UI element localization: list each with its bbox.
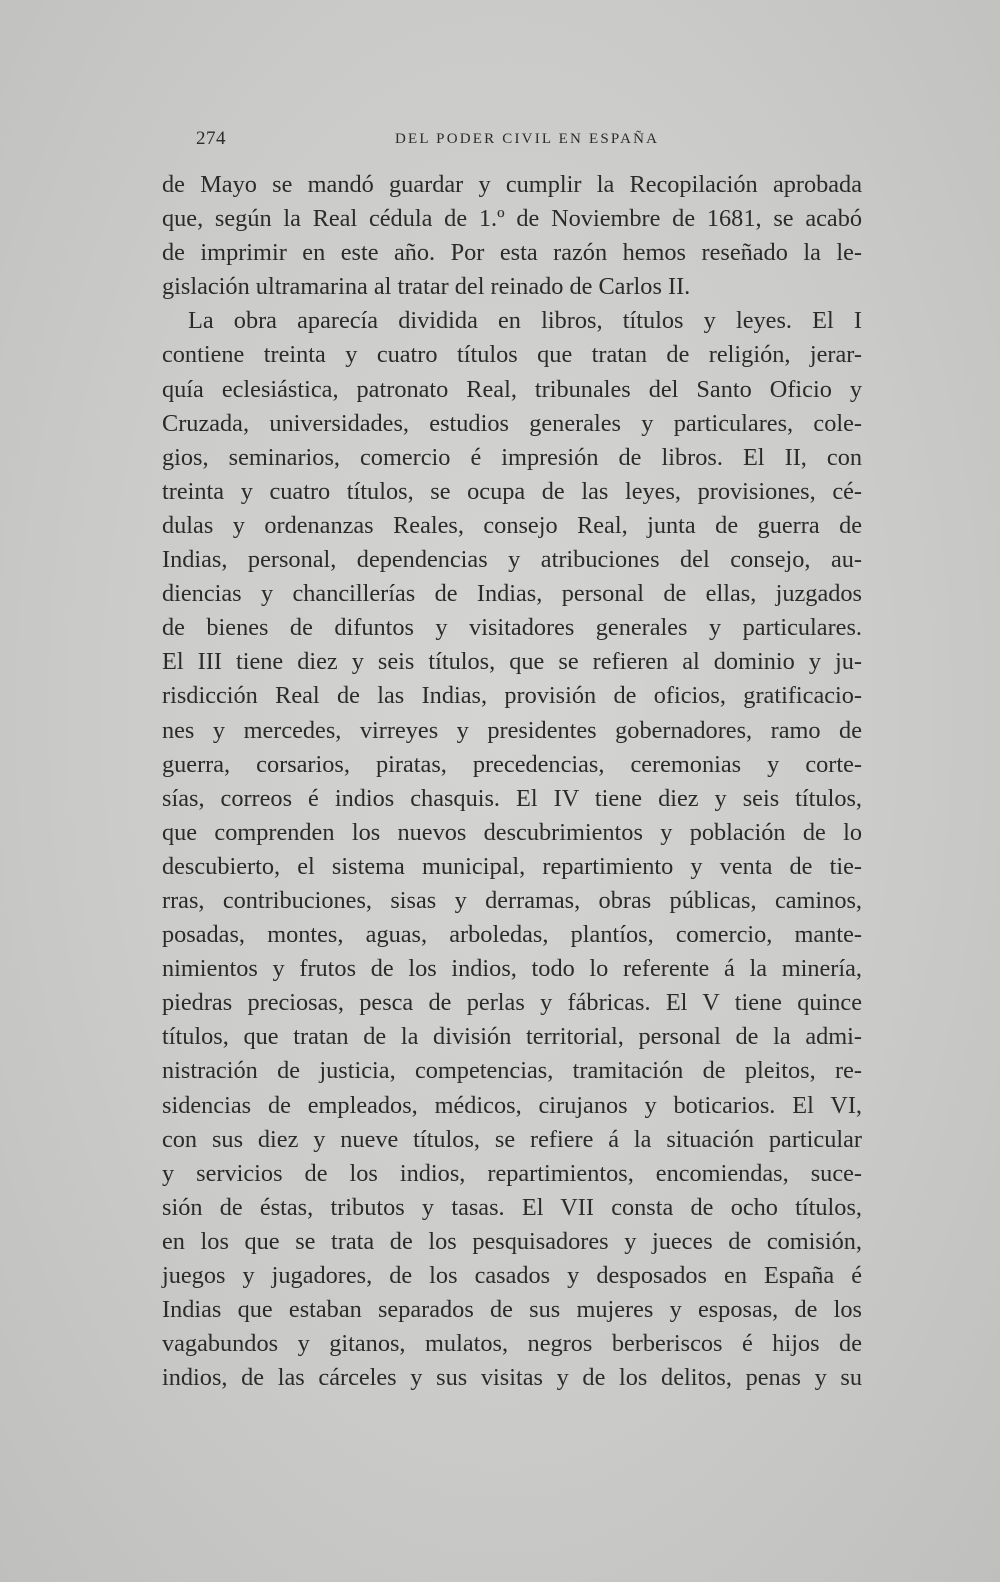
text-line: de bienes de difuntos y visitadores generales y particulares. bbox=[162, 614, 862, 642]
text-line: sidencias de empleados, médicos, cirujanos y boticarios. El VI, bbox=[162, 1091, 862, 1119]
text-line: quía eclesiástica, patronato Real, tribunales del Santo Oficio y bbox=[162, 375, 862, 403]
text-line: Indias que estaban separados de sus mujeres y esposas, de los bbox=[162, 1296, 862, 1324]
text-line: dulas y ordenanzas Reales, consejo Real, junta de guerra de bbox=[162, 511, 862, 539]
text-line: piedras preciosas, pesca de perlas y fábricas. El V tiene quince bbox=[162, 989, 862, 1017]
text-line: treinta y cuatro títulos, se ocupa de las leyes, provisiones, cé- bbox=[162, 477, 862, 505]
running-head: DEL PODER CIVIL EN ESPAÑA bbox=[395, 131, 660, 147]
page-number: 274 bbox=[196, 128, 226, 149]
text-line: de Mayo se mandó guardar y cumplir la Recopilación aprobada bbox=[162, 171, 862, 198]
text-line: en los que se trata de los pesquisadores y jueces de comisión, bbox=[162, 1227, 862, 1255]
text-line: La obra aparecía dividida en libros, títulos y leyes. El I bbox=[188, 307, 862, 335]
text-line: vagabundos y gitanos, mulatos, negros berberiscos é hijos de bbox=[162, 1330, 862, 1358]
text-line: y servicios de los indios, repartimientos, encomiendas, suce- bbox=[162, 1159, 862, 1187]
text-line: que, según la Real cédula de 1.º de Noviembre de 1681, se acabó bbox=[162, 205, 862, 233]
text-line: que comprenden los nuevos descubrimientos y población de lo bbox=[162, 818, 862, 846]
text-line: risdicción Real de las Indias, provisión de oficios, gratificacio- bbox=[162, 682, 862, 710]
text-line: diencias y chancillerías de Indias, personal de ellas, juzgados bbox=[162, 580, 862, 608]
text-line: sión de éstas, tributos y tasas. El VII consta de ocho títulos, bbox=[162, 1193, 862, 1221]
text-line: contiene treinta y cuatro títulos que tratan de religión, jerar- bbox=[162, 341, 862, 369]
page-header bbox=[0, 128, 1000, 158]
text-line: rras, contribuciones, sisas y derramas, obras públicas, caminos, bbox=[162, 886, 862, 914]
text-line: sías, correos é indios chasquis. El IV tiene diez y seis títulos, bbox=[162, 784, 862, 812]
text-line: indios, de las cárceles y sus visitas y de los delitos, penas y su bbox=[162, 1364, 862, 1392]
text-line: gios, seminarios, comercio é impresión de libros. El II, con bbox=[162, 443, 862, 471]
text-line: Indias, personal, dependencias y atribuciones del consejo, au- bbox=[162, 546, 862, 574]
text-line: con sus diez y nueve títulos, se refiere á la situación particular bbox=[162, 1125, 862, 1153]
text-line: posadas, montes, aguas, arboledas, plantíos, comercio, mante- bbox=[162, 921, 862, 949]
text-line: guerra, corsarios, piratas, precedencias, ceremonias y corte- bbox=[162, 750, 862, 778]
text-line: nimientos y frutos de los indios, todo lo referente á la minería, bbox=[162, 955, 862, 983]
text-line: nes y mercedes, virreyes y presidentes gobernadores, ramo de bbox=[162, 716, 862, 744]
text-line: títulos, que tratan de la división territorial, personal de la admi- bbox=[162, 1023, 862, 1051]
text-line: nistración de justicia, competencias, tramitación de pleitos, re- bbox=[162, 1057, 862, 1085]
text-line: gislación ultramarina al tratar del reinado de Carlos II. bbox=[162, 273, 691, 301]
text-line: de imprimir en este año. Por esta razón hemos reseñado la le- bbox=[162, 239, 862, 267]
text-line: juegos y jugadores, de los casados y desposados en España é bbox=[162, 1262, 862, 1289]
text-line: descubierto, el sistema municipal, repartimiento y venta de tie- bbox=[162, 852, 862, 880]
text-line: El III tiene diez y seis títulos, que se refieren al dominio y ju- bbox=[162, 648, 862, 676]
body-text bbox=[162, 168, 862, 1395]
text-line: Cruzada, universidades, estudios generales y particulares, cole- bbox=[162, 409, 862, 437]
